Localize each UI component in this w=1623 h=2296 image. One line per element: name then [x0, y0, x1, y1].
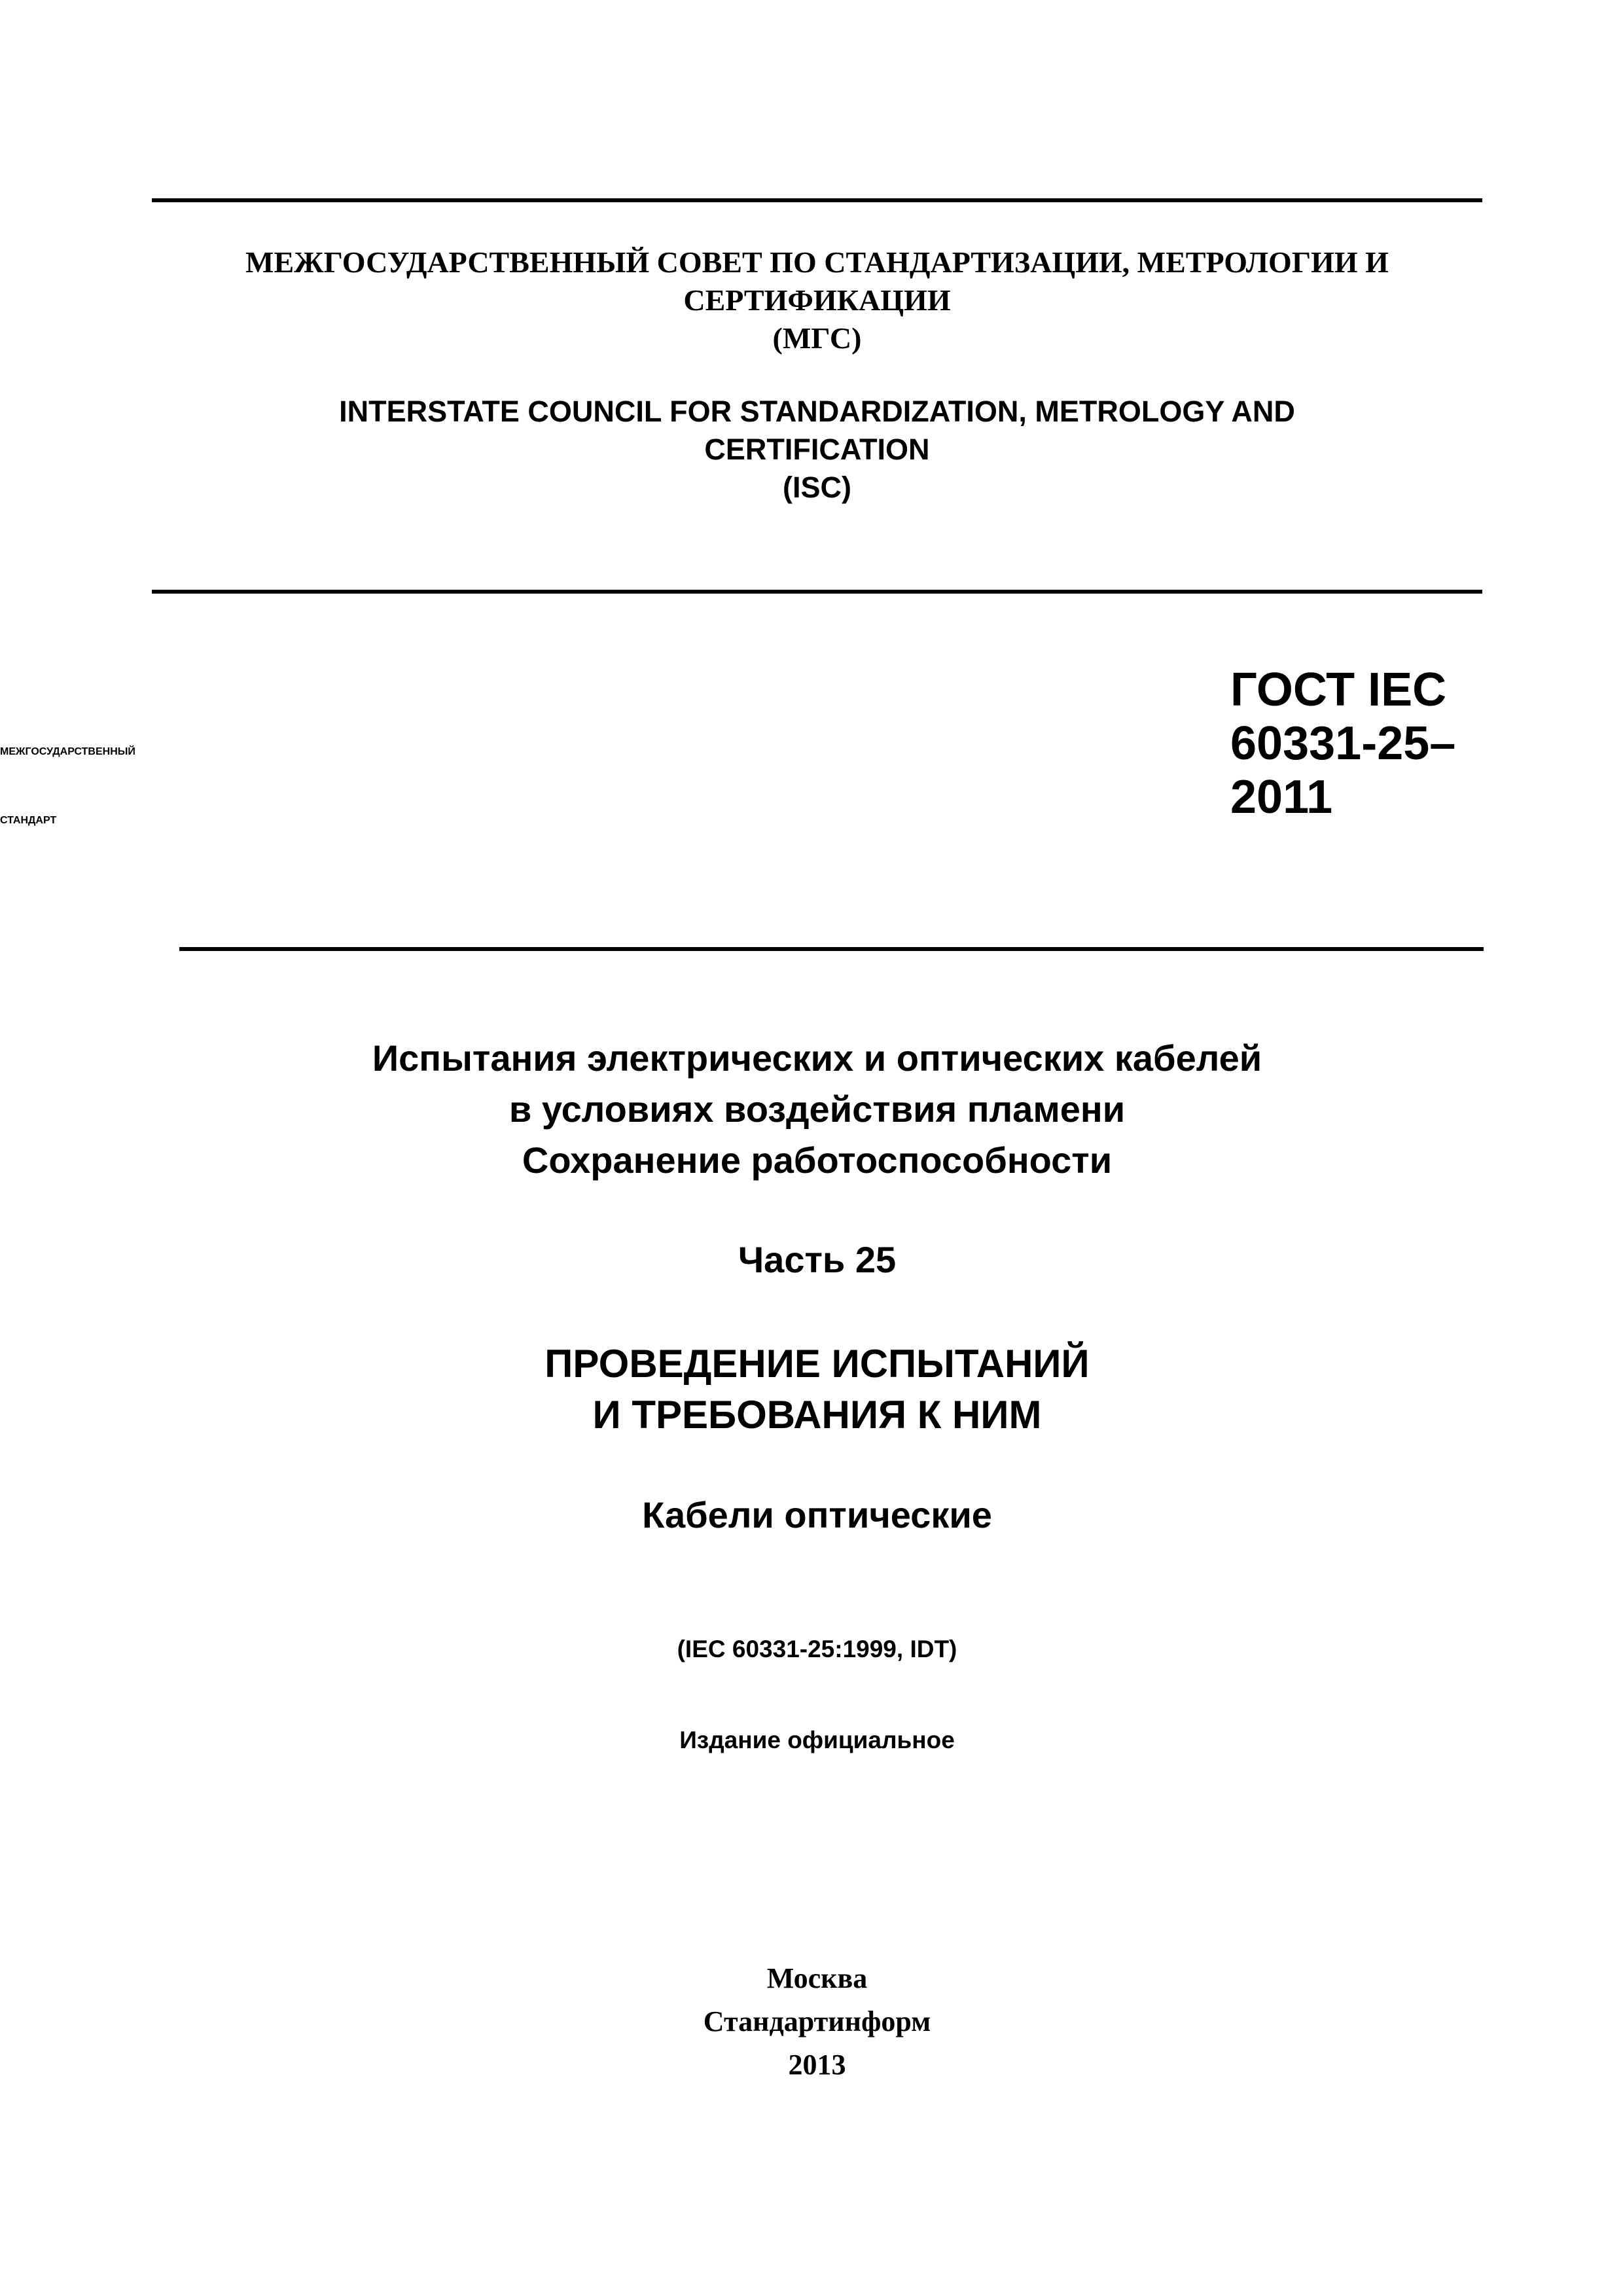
council-ru-line: МЕЖГОСУДАРСТВЕННЫЙ СОВЕТ ПО СТАНДАРТИЗАЦИИ, МЕТРОЛОГИИ И	[245, 245, 1389, 279]
designation-line: 2011	[1230, 771, 1333, 823]
edition-note: Издание официальное	[679, 1727, 955, 1753]
title-line: в условиях воздействия пламени	[508, 1088, 1126, 1130]
imprint-year: 2013	[788, 2049, 846, 2081]
council-en-abbreviation: (ISC)	[783, 471, 851, 504]
lower-rule	[179, 947, 1484, 951]
council-en-line: CERTIFICATION	[704, 433, 930, 466]
standard-type-line: МЕЖГОСУДАРСТВЕННЫЙ	[0, 746, 135, 757]
iec-reference: (IEC 60331-25:1999, IDT)	[677, 1636, 957, 1662]
council-ru-abbreviation: (МГС)	[772, 321, 862, 355]
subtitle-line: И ТРЕБОВАНИЯ К НИМ	[592, 1393, 1042, 1437]
standard-designation	[1230, 663, 1455, 824]
title-line: Сохранение работоспособности	[522, 1139, 1113, 1181]
council-name-russian	[152, 243, 1482, 357]
designation-line: 60331-25–	[1230, 717, 1456, 770]
document-title	[152, 1033, 1482, 1186]
designation-line: ГОСТ IEC	[1230, 664, 1447, 716]
council-en-line: INTERSTATE COUNCIL FOR STANDARDIZATION, METROLOGY AND	[339, 395, 1295, 428]
council-ru-line: СЕРТИФИКАЦИИ	[683, 283, 951, 317]
title-line: Испытания электрических и оптических кабелей	[372, 1037, 1262, 1079]
council-name-english	[152, 393, 1482, 507]
imprint-publisher: Стандартинформ	[703, 2005, 931, 2037]
part-number: Часть 25	[738, 1239, 897, 1280]
standard-type-line: СТАНДАРТ	[0, 815, 57, 826]
subtitle-line: ПРОВЕДЕНИЕ ИСПЫТАНИЙ	[544, 1342, 1090, 1386]
imprint-city: Москва	[766, 1962, 868, 1994]
middle-rule	[152, 590, 1482, 594]
publication-imprint	[152, 1957, 1482, 2087]
cable-type: Кабели оптические	[642, 1494, 992, 1535]
top-rule	[152, 198, 1482, 202]
document-subtitle	[152, 1338, 1482, 1441]
